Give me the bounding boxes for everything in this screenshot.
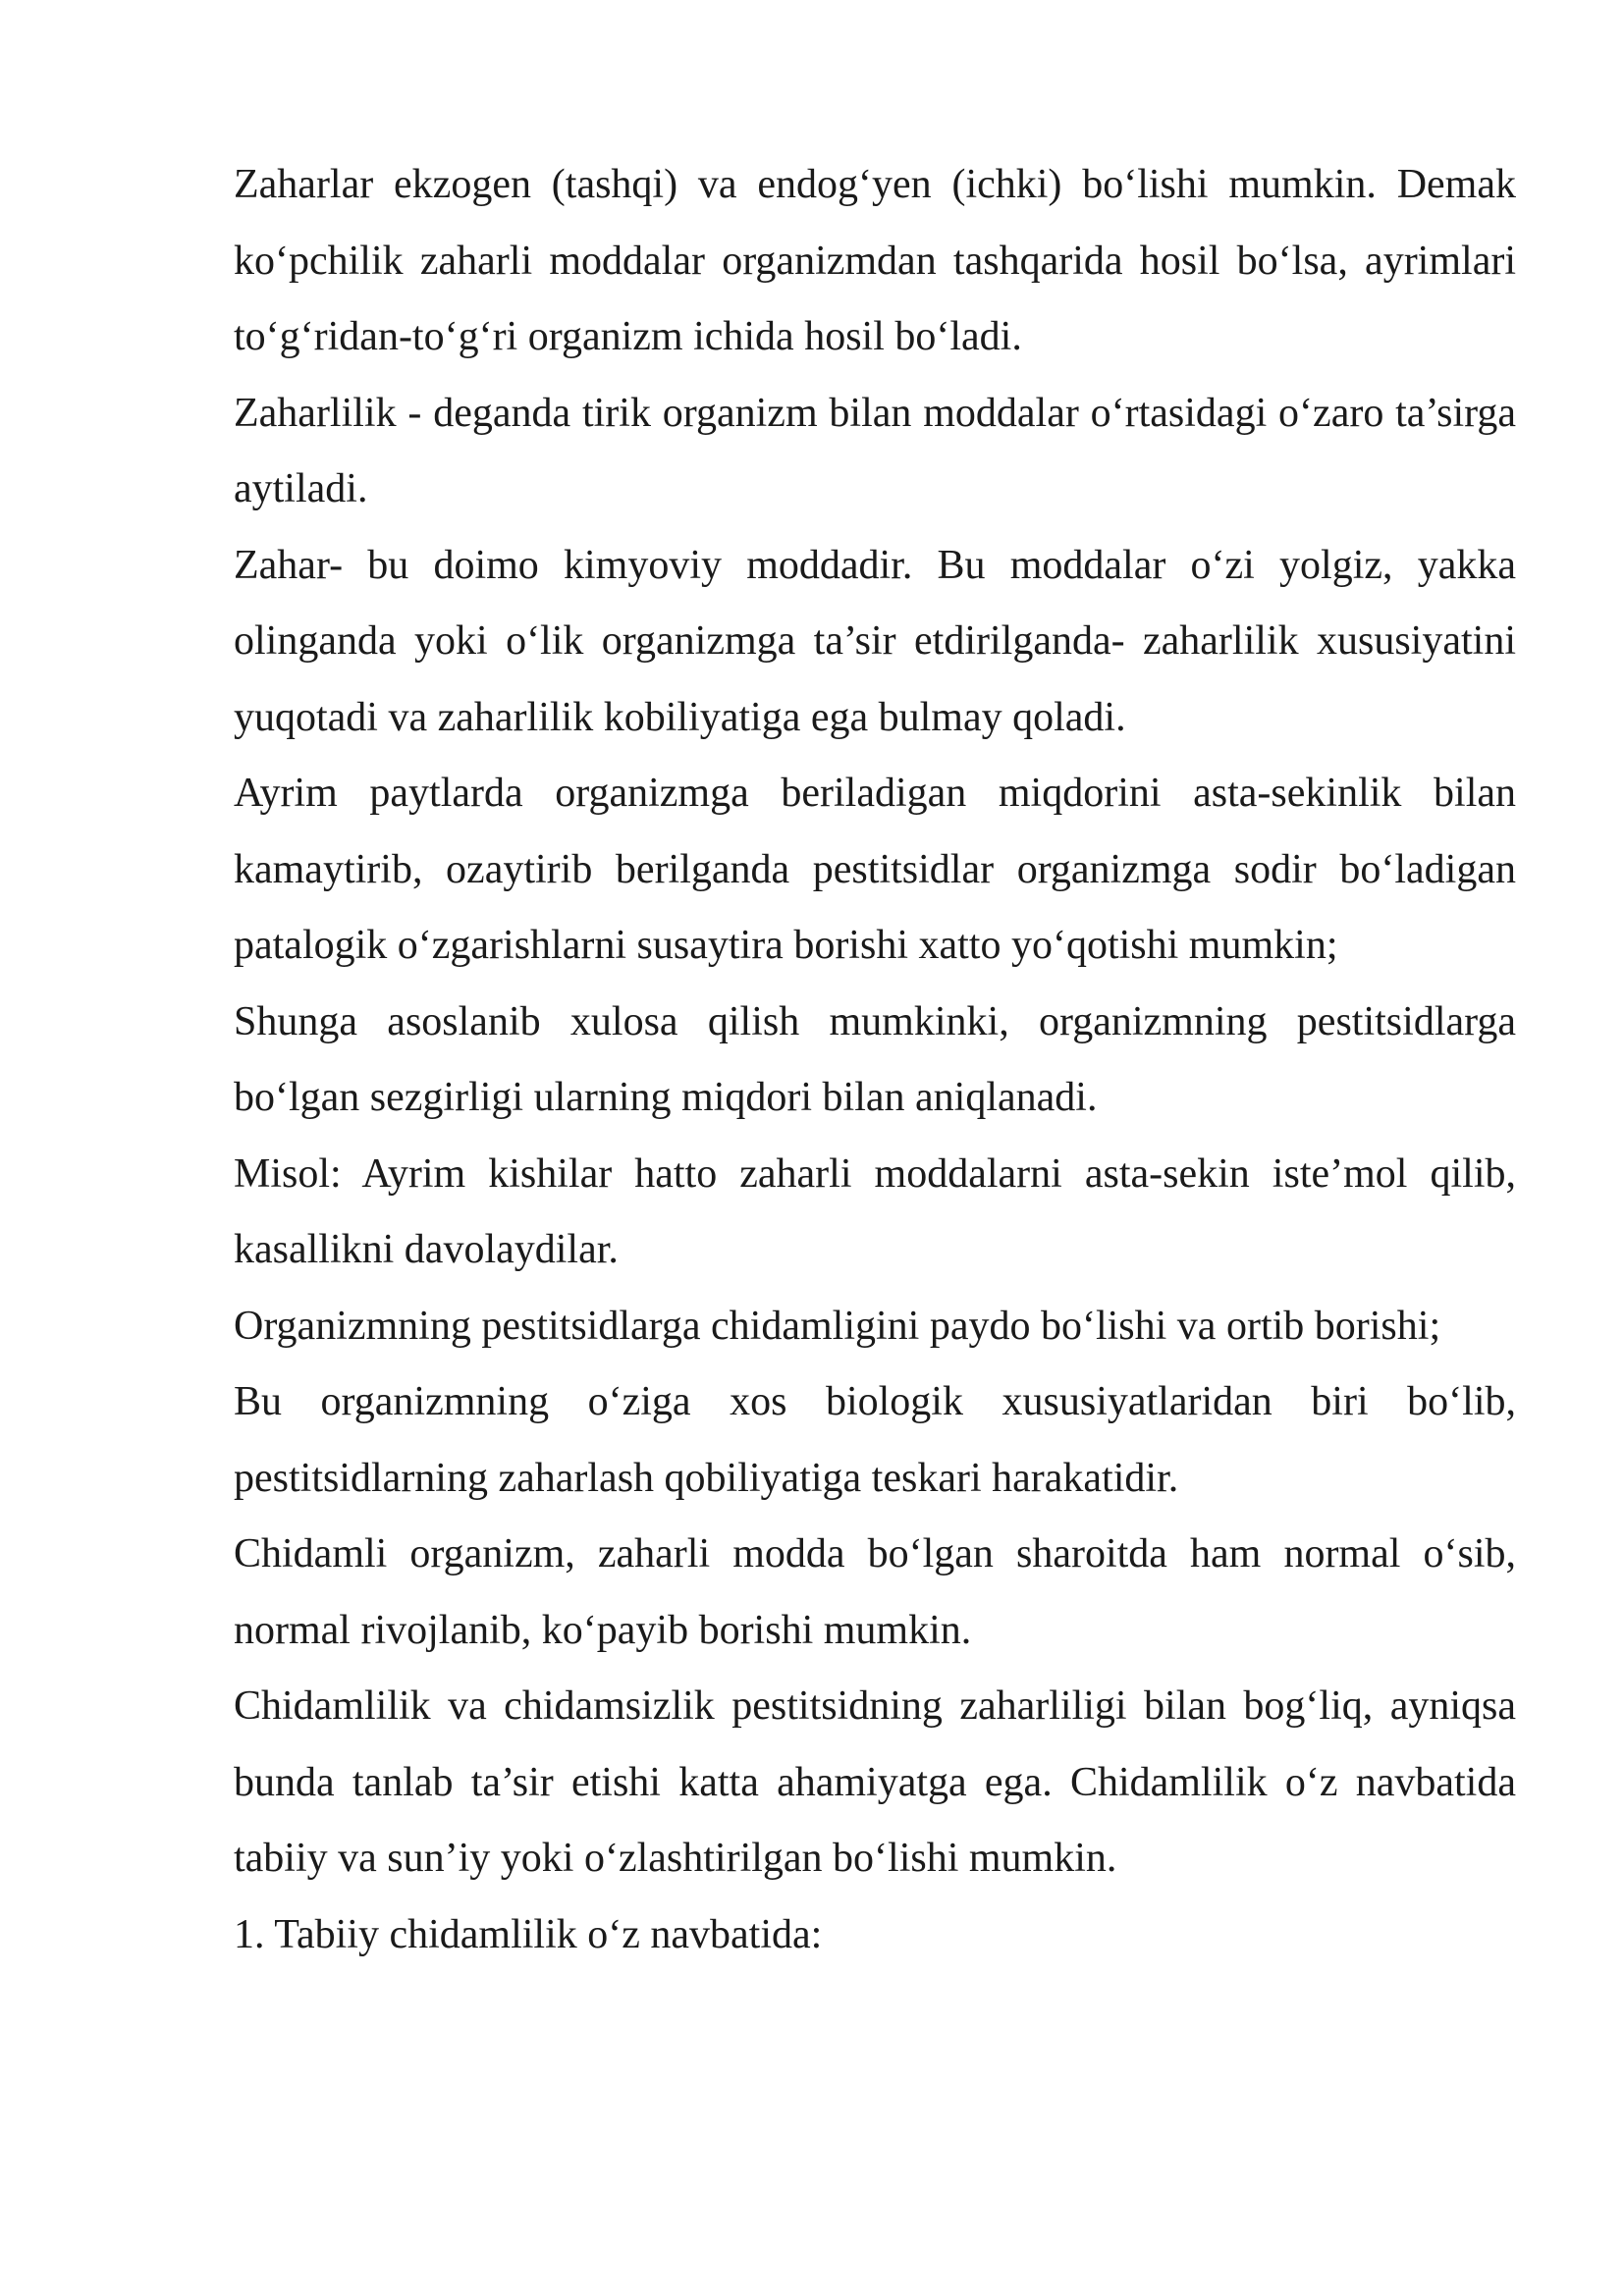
- paragraph-toxin-origin: Zaharlar ekzogen (tashqi) va endog‘yen (ichki) bo‘lishi mumkin. Demak ko‘pchilik zaharli moddalar organizmdan tashqarida hosil bo‘lsa, ayrimlari to‘g‘ridan-to‘g‘ri organizm ichida hosil bo‘ladi.: [234, 162, 1516, 359]
- paragraph-biological-property: Bu organizmning o‘ziga xos biologik xususiyatlaridan biri bo‘lib, pestitsidlarning zaharlash qobiliyatiga teskari harakatidir.: [234, 1379, 1516, 1501]
- paragraph-example: Misol: Ayrim kishilar hatto zaharli moddalarni asta-sekin iste’mol qilib, kasallikni davolaydilar.: [234, 1150, 1516, 1272]
- paragraph-dose-reduction: Ayrim paytlarda organizmga beriladigan miqdorini asta-sekinlik bilan kamaytirib, ozaytirib berilganda pestitsidlar organizmga sodir bo‘ladigan patalogik o‘zgarishlarni susaytira borishi xatto yo‘qotishi mumkin;: [234, 771, 1516, 968]
- paragraph-resistance-types: Chidamlilik va chidamsizlik pestitsidning zaharliligi bilan bog‘liq, ayniqsa bunda tanlab ta’sir etishi katta ahamiyatga ega. Chidamlilik o‘z navbatida tabiiy va sun’iy yoki o‘zlashtirilgan bo‘lishi mumkin.: [234, 1683, 1516, 1881]
- paragraph-resistance-emergence: Organizmning pestitsidlarga chidamligini paydo bo‘lishi va ortib borishi;: [234, 1303, 1441, 1349]
- paragraph-sensitivity-conclusion: Shunga asoslanib xulosa qilish mumkinki, organizmning pestitsidlarga bo‘lgan sezgirligi ularning miqdori bilan aniqlanadi.: [234, 998, 1516, 1120]
- paragraph-resistant-organism: Chidamli organizm, zaharli modda bo‘lgan sharoitda ham normal o‘sib, normal rivojlanib, ko‘payib borishi mumkin.: [234, 1531, 1516, 1653]
- paragraph-poison-definition: Zahar- bu doimo kimyoviy moddadir. Bu moddalar o‘zi yolgiz, yakka olinganda yoki o‘lik organizmga ta’sir etdirilganda- zaharlilik xususiyatini yuqotadi va zaharlilik kobiliyatiga ega bulmay qoladi.: [234, 542, 1516, 740]
- paragraph-natural-resistance: 1. Tabiiy chidamlilik o‘z navbatida:: [234, 1911, 823, 1957]
- paragraph-toxicity-definition: Zaharlilik - deganda tirik organizm bilan moddalar o‘rtasidagi o‘zaro ta’sirga aytiladi.: [234, 390, 1516, 511]
- body-text: [234, 147, 1516, 1973]
